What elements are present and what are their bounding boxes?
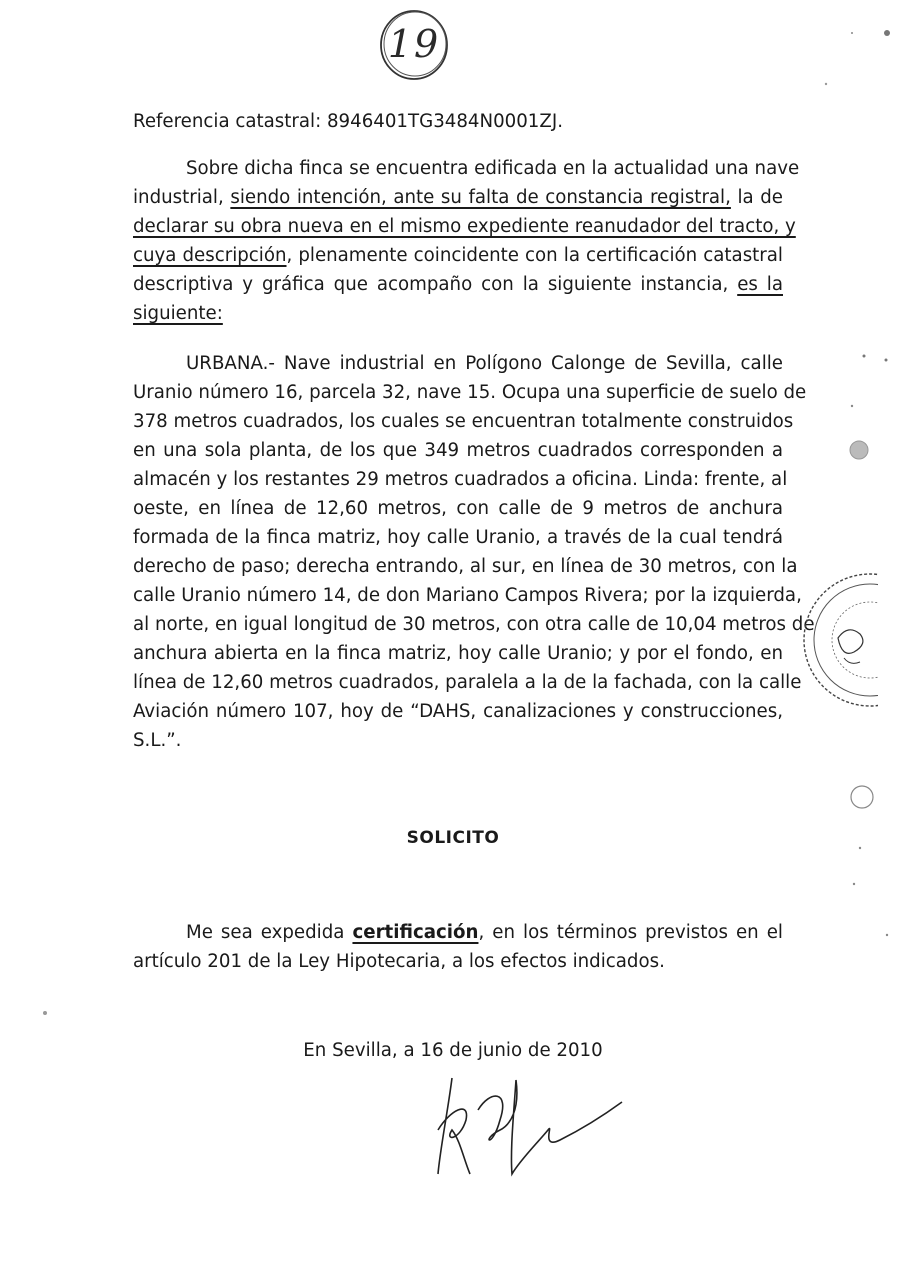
paragraph-1-line-6: siguiente: [133, 303, 223, 324]
paragraph-2-line: formada de la finca matriz, hoy calle Uranio, a través de la cual tendrá [133, 527, 783, 548]
paragraph-2-line: anchura abierta en la finca matriz, hoy calle Uranio; y por el fondo, en [133, 643, 783, 664]
paragraph-1-line-2: industrial, siendo intención, ante su falta de constancia registral, la de [133, 187, 783, 208]
paragraph-2-line: al norte, en igual longitud de 30 metros, con otra calle de 10,04 metros de [133, 614, 815, 635]
paragraph-1-line-3: declarar su obra nueva en el mismo expediente reanudador del tracto, y [133, 216, 796, 237]
paragraph-2-line: Aviación número 107, hoy de “DAHS, canalizaciones y construcciones, [133, 701, 783, 722]
paragraph-2-line: S.L.”. [133, 730, 182, 751]
cadastral-reference: Referencia catastral: 8946401TG3484N0001ZJ. [133, 111, 563, 132]
paragraph-1-line-1: Sobre dicha finca se encuentra edificada en la actualidad una nave [186, 158, 800, 179]
paragraph-2-line: en una sola planta, de los que 349 metros cuadrados corresponden a [133, 440, 783, 461]
paragraph-2-line: calle Uranio número 14, de don Mariano Campos Rivera; por la izquierda, [133, 585, 802, 606]
page-number-circle [378, 8, 450, 82]
paragraph-2-line: Uranio número 16, parcela 32, nave 15. Ocupa una superficie de suelo de [133, 382, 807, 403]
place-date: En Sevilla, a 16 de junio de 2010 [303, 1040, 603, 1061]
paragraph-2-line: 378 metros cuadrados, los cuales se encuentran totalmente construidos [133, 411, 794, 432]
paragraph-2-line: derecho de paso; derecha entrando, al sur, en línea de 30 metros, con la [133, 556, 798, 577]
request-line-1: Me sea expedida certificación, en los términos previstos en el [186, 922, 783, 943]
paragraph-2-line: línea de 12,60 metros cuadrados, paralela a la de la fachada, con la calle [133, 672, 802, 693]
seal-stamp-icon [778, 568, 878, 728]
paragraph-1-line-4: cuya descripción, plenamente coincidente con la certificación catastral [133, 245, 783, 266]
paragraph-1-line-5: descriptiva y gráfica que acompaño con la siguiente instancia, es la [133, 274, 783, 295]
paragraph-2-line: oeste, en línea de 12,60 metros, con calle de 9 metros de anchura [133, 498, 783, 519]
request-line-2: artículo 201 de la Ley Hipotecaria, a los efectos indicados. [133, 951, 665, 972]
signature-icon [430, 1070, 630, 1180]
paragraph-2-line: almacén y los restantes 29 metros cuadrados a oficina. Linda: frente, al [133, 469, 788, 490]
page-number: 19 [387, 22, 441, 66]
section-heading: SOLICITO [406, 828, 500, 848]
paragraph-2-line: URBANA.- Nave industrial en Polígono Calonge de Sevilla, calle [186, 353, 783, 374]
